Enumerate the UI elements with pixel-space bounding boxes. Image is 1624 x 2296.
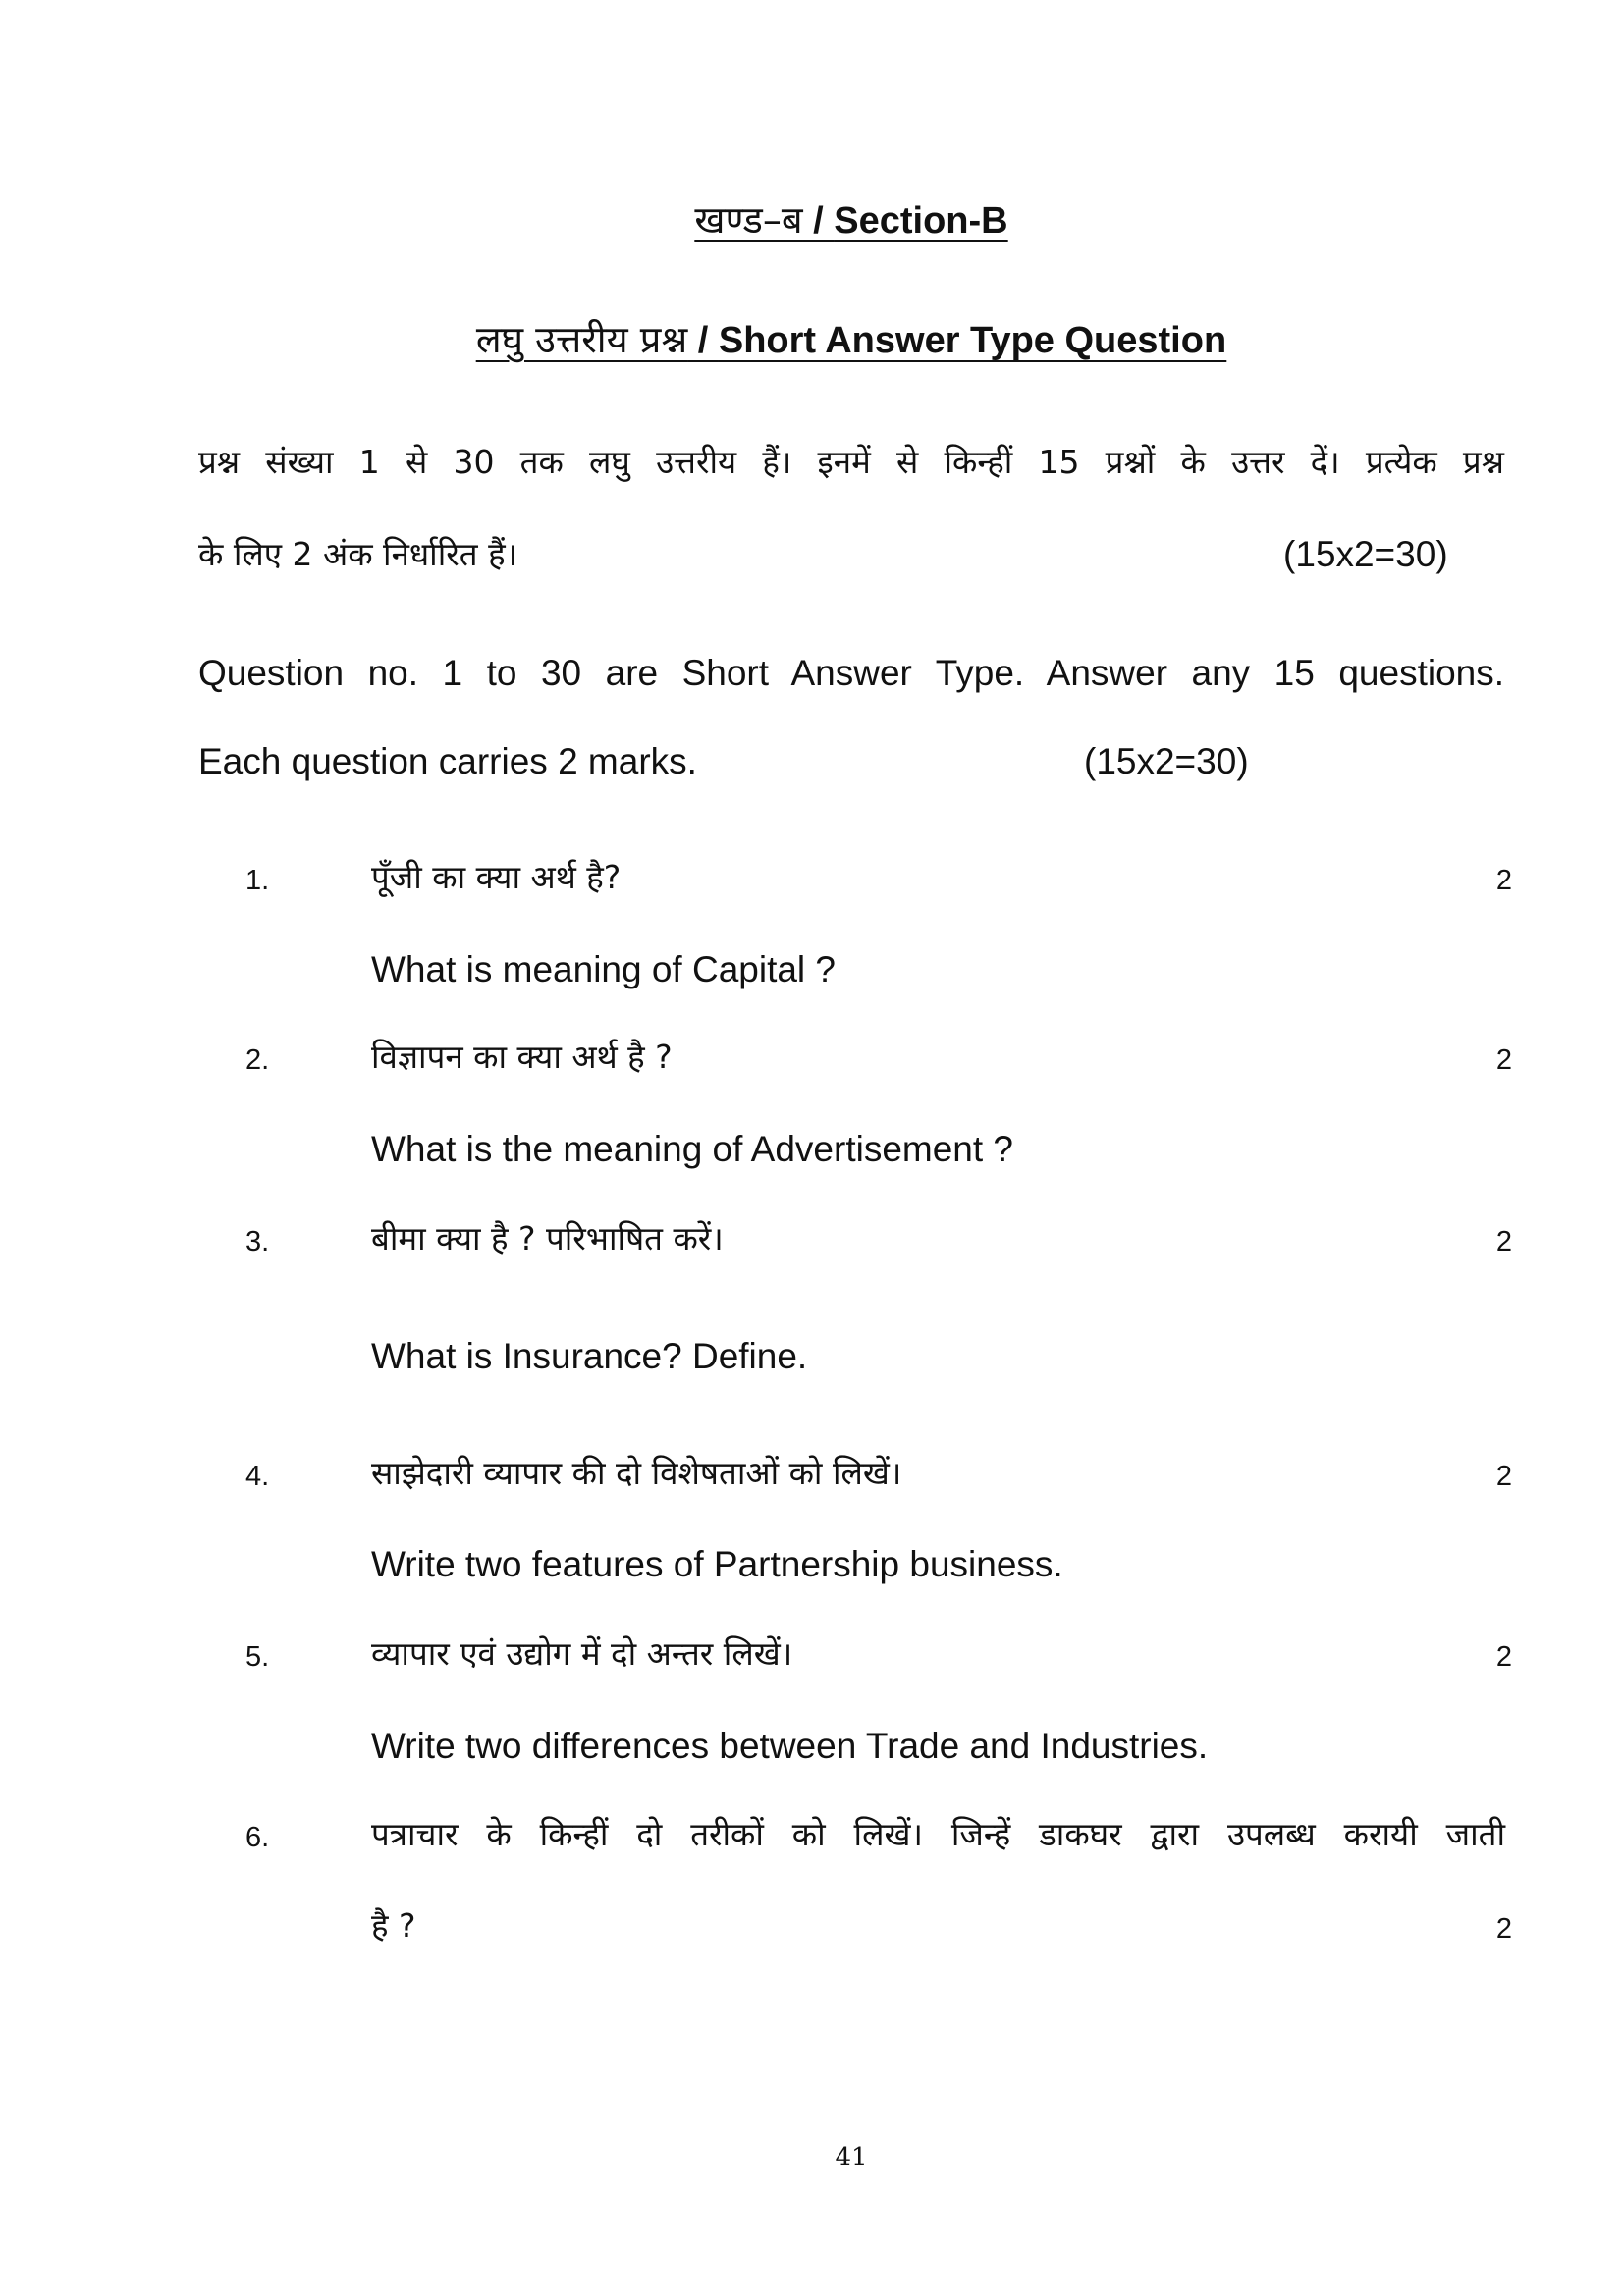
- question-marks: 2: [1495, 1226, 1512, 1257]
- instruction-hindi-line-1: प्रश्न संख्या 1 से 30 तक लघु उत्तरीय हैं। इनमें से किन्हीं 15 प्रश्नों के उत्तर दें। प्रत्येक प्रश्न: [198, 443, 1504, 481]
- page-number: 41: [835, 2143, 868, 2172]
- question-text-english: What is meaning of Capital ?: [371, 949, 837, 989]
- question-text-hindi: पूँजी का क्या अर्थ है?: [371, 858, 622, 896]
- question-text-english: What is Insurance? Define.: [371, 1336, 808, 1376]
- question-text-hindi: व्यापार एवं उद्योग में दो अन्तर लिखें।: [371, 1634, 793, 1673]
- question-number: 5.: [245, 1641, 270, 1673]
- question-number: 3.: [245, 1226, 270, 1257]
- section-heading: [0, 196, 1624, 244]
- question-text-hindi-line-1: पत्राचार के किन्हीं दो तरीकों को लिखें। जिन्हें डाकघर द्वारा उपलब्ध करायी जाती: [371, 1815, 1505, 1853]
- question-number: 4.: [245, 1461, 270, 1492]
- question-type-hindi: लघु उत्तरीय प्रश्न: [475, 318, 688, 361]
- question-number: 1.: [245, 865, 270, 896]
- section-heading-separator: /: [802, 200, 835, 241]
- question-number: 2.: [245, 1044, 270, 1076]
- question-text-english: Write two differences between Trade and Industries.: [371, 1726, 1209, 1766]
- question-text-hindi-line-2: है ?: [371, 1906, 416, 1945]
- section-heading-english: Section-B: [834, 200, 1008, 241]
- question-text-hindi: साझेदारी व्यापार की दो विशेषताओं को लिखें।: [371, 1454, 902, 1492]
- question-type-heading: [0, 316, 1624, 364]
- question-type-separator: /: [687, 320, 719, 361]
- instruction-english-marks: (15x2=30): [1084, 741, 1249, 781]
- question-marks: 2: [1495, 1044, 1512, 1076]
- instruction-hindi-line-2: के लिए 2 अंक निर्धारित हैं।: [198, 535, 518, 573]
- section-heading-hindi: खण्ड–ब: [694, 198, 803, 241]
- question-marks: 2: [1495, 1641, 1512, 1673]
- question-marks: 2: [1495, 1913, 1512, 1945]
- instruction-english-line-1: Question no. 1 to 30 are Short Answer Type. Answer any 15 questions.: [198, 653, 1504, 693]
- question-text-english: What is the meaning of Advertisement ?: [371, 1129, 1014, 1169]
- question-type-english: Short Answer Type Question: [718, 320, 1227, 361]
- question-text-english: Write two features of Partnership business.: [371, 1544, 1063, 1584]
- question-marks: 2: [1495, 1461, 1512, 1492]
- instruction-hindi-marks: (15x2=30): [1283, 534, 1448, 574]
- question-marks: 2: [1495, 865, 1512, 896]
- question-text-hindi: बीमा क्या है ? परिभाषित करें।: [371, 1219, 724, 1257]
- instruction-english-line-2: Each question carries 2 marks.: [198, 741, 697, 781]
- question-text-hindi: विज्ञापन का क्या अर्थ है ?: [371, 1038, 673, 1076]
- question-number: 6.: [245, 1822, 270, 1853]
